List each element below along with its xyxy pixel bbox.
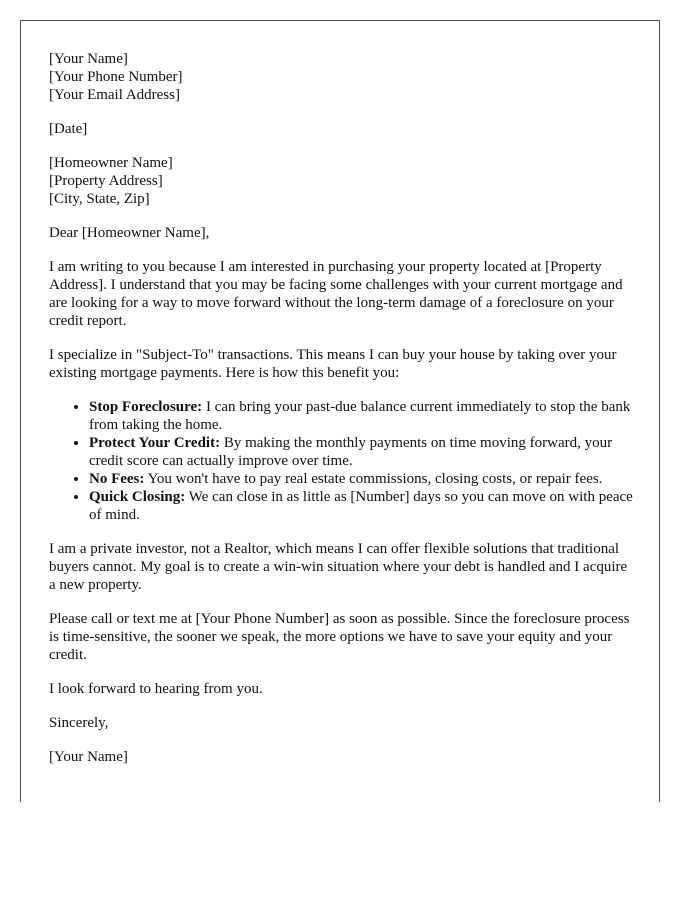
signature: [Your Name] [49,749,128,765]
benefit-text: By making the monthly payments on time moving forward, your credit score can actually improve over time. [89,435,613,469]
benefit-item [89,434,635,470]
letter-page [20,20,660,802]
benefit-title: Protect Your Credit: [89,435,221,451]
sender-phone: [Your Phone Number] [49,69,183,85]
recipient-city-state-zip: [City, State, Zip] [49,191,150,207]
benefit-text: I can bring your past-due balance current immediately to stop the bank from taking the home. [89,399,631,433]
recipient-block [49,154,635,208]
sender-name: [Your Name] [49,51,128,67]
benefit-text: We can close in as little as [Number] days so you can move on with peace of mind. [89,489,633,523]
benefit-item [89,488,635,524]
benefit-text: You won't have to pay real estate commissions, closing costs, or repair fees. [144,471,603,487]
benefit-item [89,398,635,434]
closing-paragraph: I look forward to hearing from you. [49,681,263,697]
benefit-item [89,470,635,488]
recipient-name: [Homeowner Name] [49,155,173,171]
subject-to-paragraph: I specialize in "Subject-To" transactions. This means I can buy your house by taking over your existing mortgage payments. Here is how this benefit you: [49,347,617,381]
call-paragraph: Please call or text me at [Your Phone Number] as soon as possible. Since the foreclosure process is time-sensitive, the sooner we speak, the more options we have to save your equity and your credit. [49,611,630,663]
intro-paragraph: I am writing to you because I am interested in purchasing your property located at [Property Address]. I understand that you may be facing some challenges with your current mortgage and are looking for a way to move forward without the long-term damage of a foreclosure on your credit report. [49,259,623,329]
date-block [49,120,635,138]
signoff: Sincerely, [49,715,109,731]
benefits-list [49,398,635,524]
investor-paragraph: I am a private investor, not a Realtor, which means I can offer flexible solutions that traditional buyers cannot. My goal is to create a win-win situation where your debt is handled and I acquire a new property. [49,541,628,593]
sender-block [49,50,635,104]
benefit-title: No Fees: [89,471,145,487]
benefit-title: Stop Foreclosure: [89,399,203,415]
salutation: Dear [Homeowner Name], [49,225,210,241]
letter-date: [Date] [49,121,88,137]
benefit-title: Quick Closing: [89,489,186,505]
recipient-address: [Property Address] [49,173,163,189]
sender-email: [Your Email Address] [49,87,180,103]
